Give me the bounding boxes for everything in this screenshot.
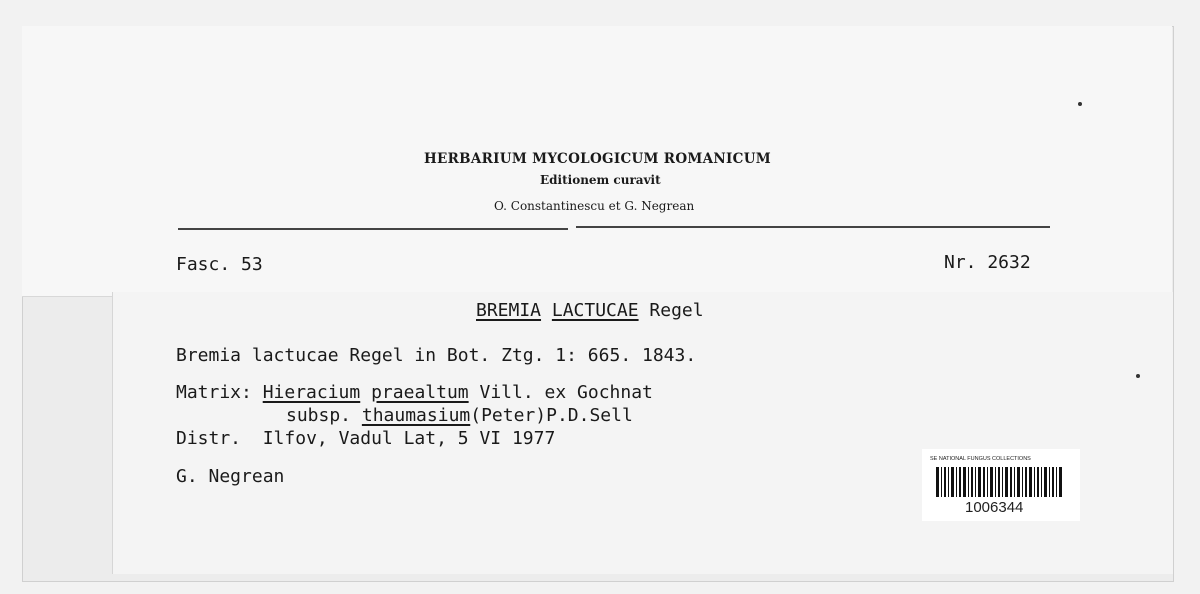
- matrix-subsp-author: (Peter)P.D.Sell: [470, 405, 633, 426]
- herbarium-editors: O. Constantinescu et G. Negrean: [494, 199, 695, 213]
- barcode-number: 1006344: [965, 499, 1024, 516]
- species-name: [476, 300, 704, 321]
- matrix-genus: Hieracium: [262, 382, 361, 403]
- specimen-dot: [1078, 102, 1082, 106]
- matrix-subsp-line: [286, 405, 633, 426]
- specimen-dot: [1136, 374, 1140, 378]
- divider-rule-right: [576, 226, 1050, 228]
- distribution-line: [176, 428, 555, 449]
- collector: G. Negrean: [176, 466, 285, 487]
- distribution-label: Distr.: [176, 428, 242, 449]
- fascicle-number: Fasc. 53: [176, 254, 263, 275]
- divider-rule-left: [178, 228, 568, 230]
- distribution-text: Ilfov, Vadul Lat, 5 VI 1977: [262, 428, 556, 449]
- barcode-icon: [936, 467, 1064, 497]
- herbarium-title: HERBARIUM MYCOLOGICUM ROMANICUM: [424, 151, 772, 167]
- matrix-subsp-name: thaumasium: [361, 405, 471, 426]
- species-genus: BREMIA: [476, 300, 542, 321]
- species-epithet: LACTUCAE: [551, 300, 639, 321]
- matrix-author: Vill. ex Gochnat: [479, 382, 653, 403]
- citation: Bremia lactucae Regel in Bot. Ztg. 1: 665. 1843.: [176, 345, 697, 366]
- barcode-label: [922, 449, 1080, 521]
- matrix-epithet: praealtum: [371, 382, 469, 403]
- matrix-line: [176, 382, 653, 403]
- herbarium-subtitle: Editionem curavit: [540, 173, 661, 187]
- specimen-number: Nr. 2632: [944, 252, 1031, 273]
- matrix-subsp-prefix: subsp.: [286, 405, 352, 426]
- barcode-header: SE NATIONAL FUNGUS COLLECTIONS: [930, 456, 1031, 462]
- matrix-label: Matrix:: [176, 382, 252, 403]
- species-author: Regel: [649, 300, 704, 321]
